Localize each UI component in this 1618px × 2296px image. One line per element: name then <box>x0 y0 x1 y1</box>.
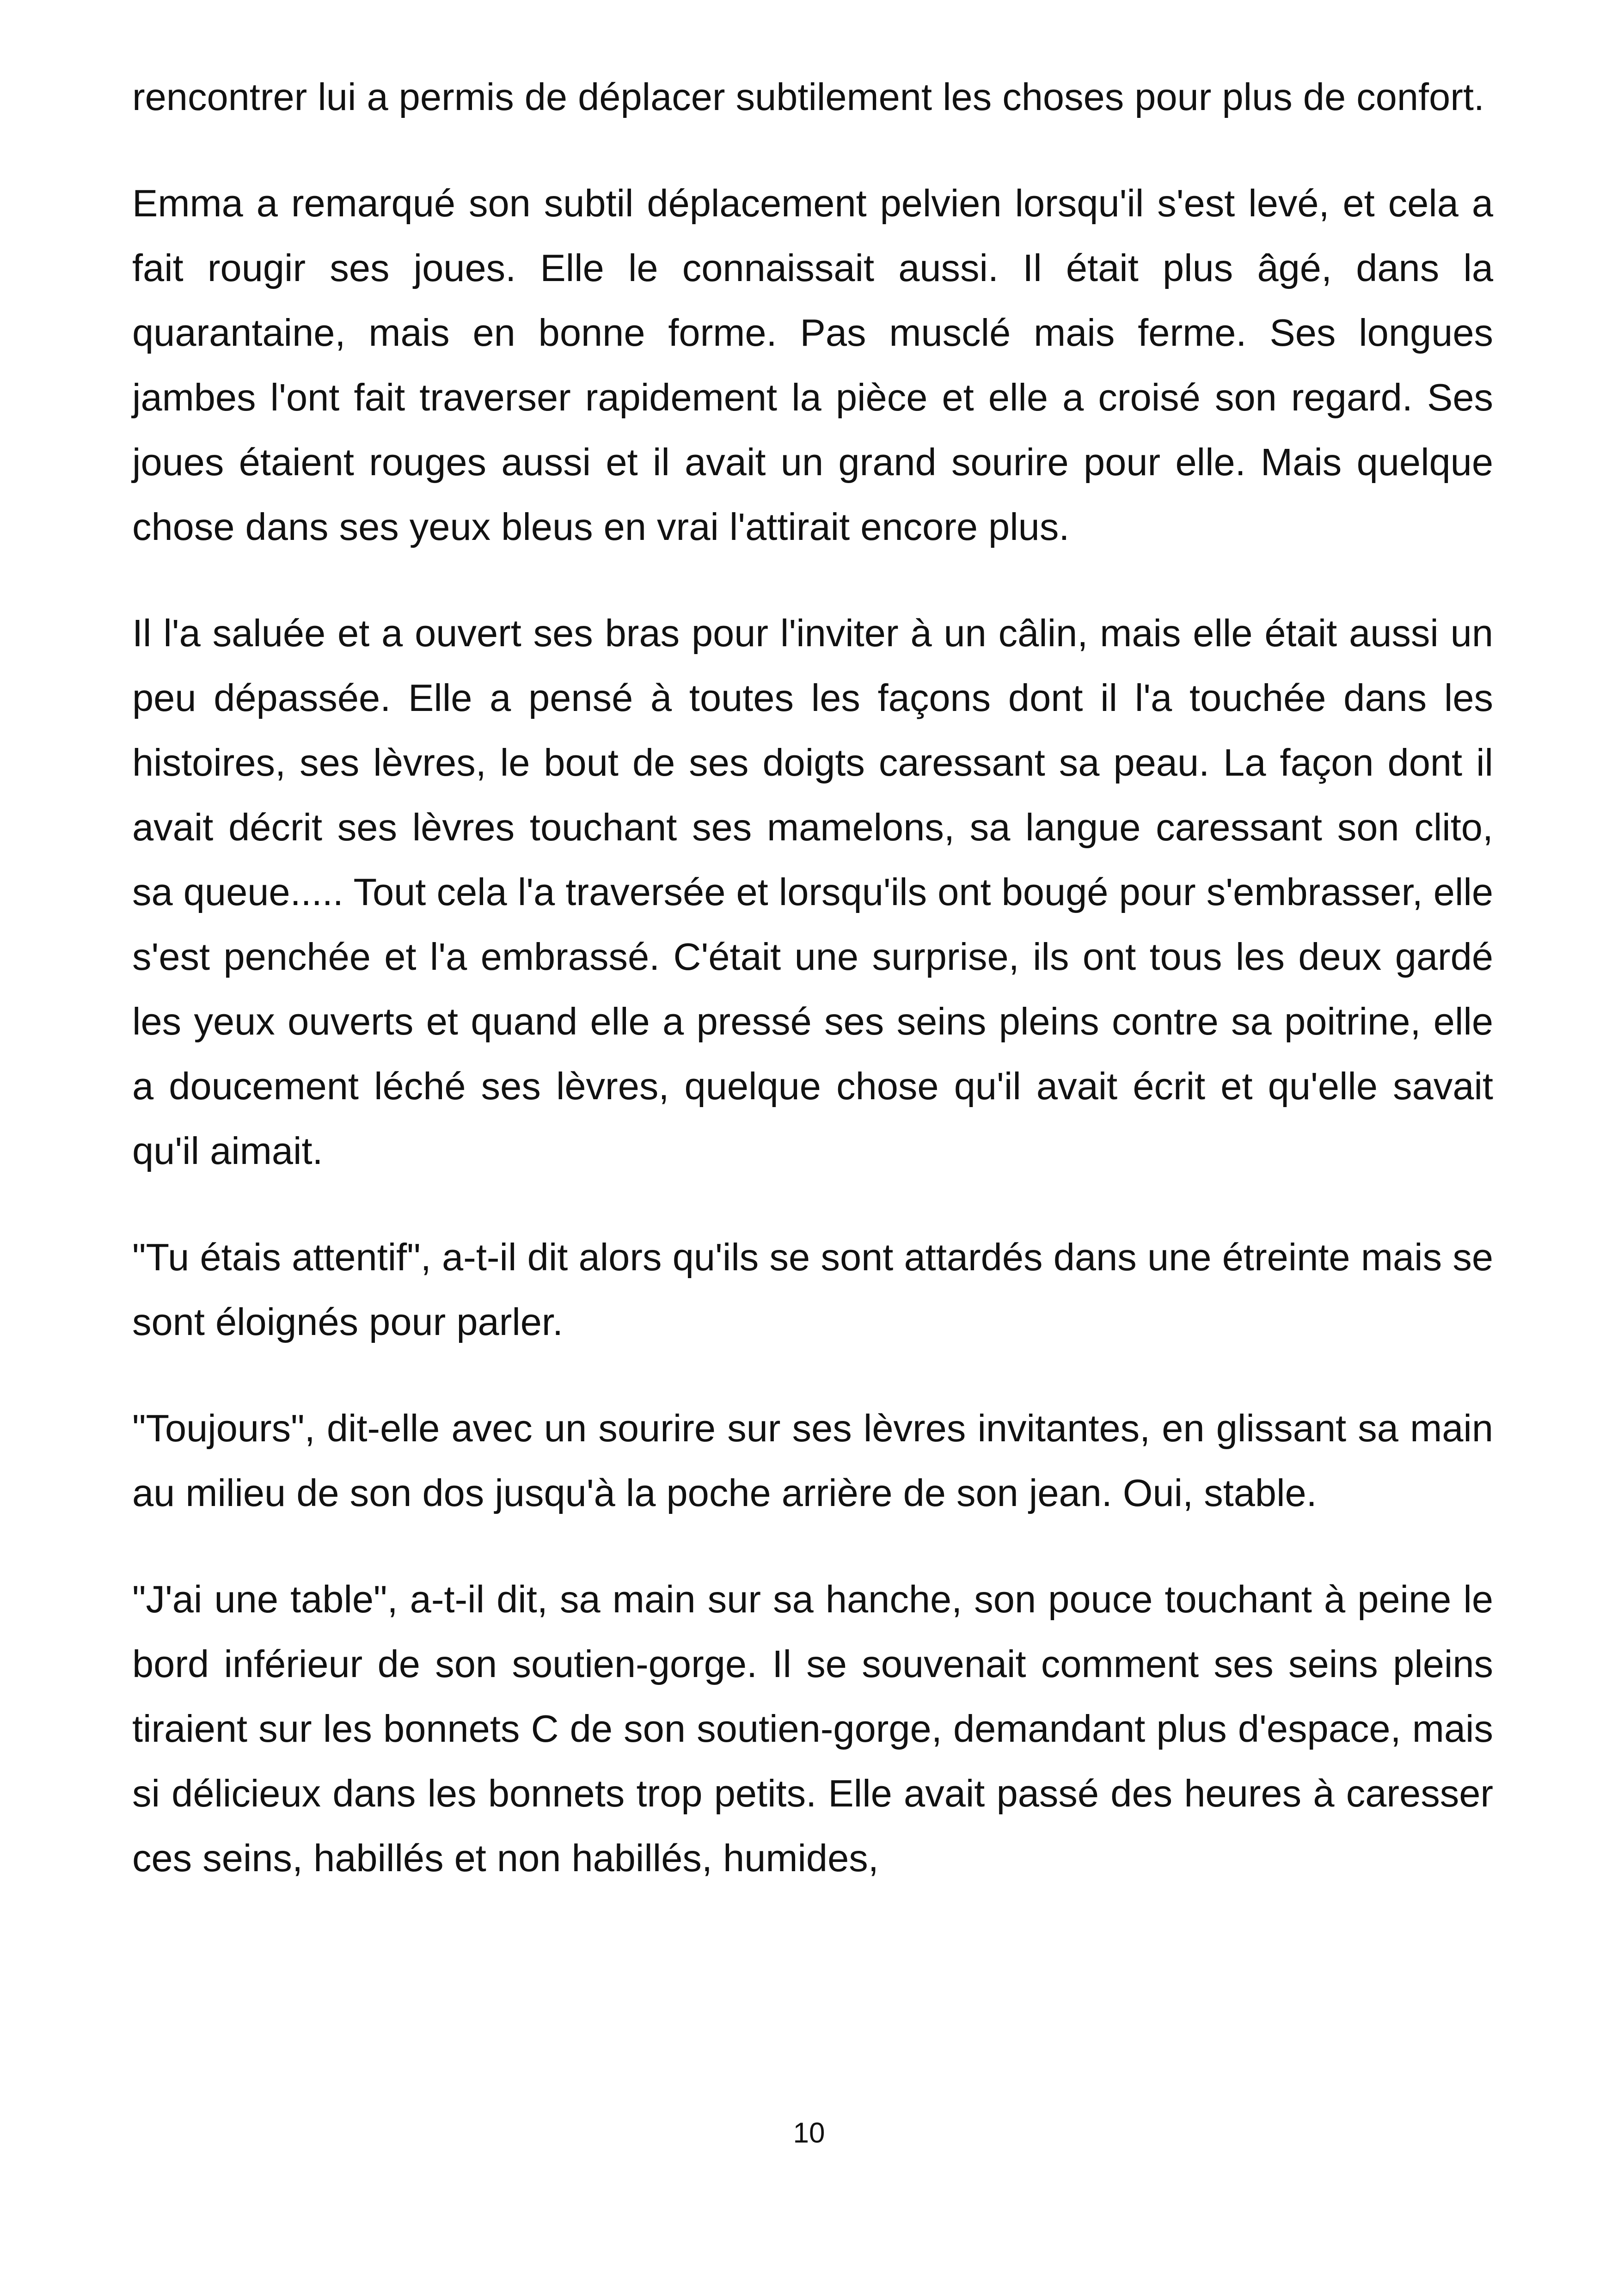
page-number: 10 <box>793 2117 825 2149</box>
paragraph: rencontrer lui a permis de déplacer subtilement les choses pour plus de confort. <box>132 75 1484 118</box>
paragraph: "Tu étais attentif", a-t-il dit alors qu'ils se sont attardés dans une étreinte mais se sont éloignés pour parler. <box>132 1236 1493 1343</box>
paragraph: Il l'a saluée et a ouvert ses bras pour l'inviter à un câlin, mais elle était aussi un peu dépassée. Elle a pensé à toutes les façons dont il l'a touchée dans les histoires, ses lèvres, le bout de ses doigts caressant sa peau. La façon dont il avait décrit ses lèvres touchant ses mamelons, sa langue caressant son clito, sa queue..... Tout cela l'a traversée et lorsqu'ils ont bougé pour s'embrasser, elle s'est penchée et l'a embrassé. C'était une surprise, ils ont tous les deux gardé les yeux ouverts et quand elle a pressé ses seins pleins contre sa poitrine, elle a doucement léché ses lèvres, quelque chose qu'il avait écrit et qu'elle savait qu'il aimait. <box>132 612 1493 1172</box>
paragraph: "Toujours", dit-elle avec un sourire sur ses lèvres invitantes, en glissant sa main au milieu de son dos jusqu'à la poche arrière de son jean. Oui, stable. <box>132 1407 1493 1514</box>
paragraph: "J'ai une table", a-t-il dit, sa main sur sa hanche, son pouce touchant à peine le bord inférieur de son soutien-gorge. Il se souvenait comment ses seins pleins tiraient sur les bonnets C de son soutien-gorge, demandant plus d'espace, mais si délicieux dans les bonnets trop petits. Elle avait passé des heures à caresser ces seins, habillés et non habillés, humides, <box>132 1578 1493 1880</box>
body-text <box>132 65 1493 1932</box>
paragraph: Emma a remarqué son subtil déplacement pelvien lorsqu'il s'est levé, et cela a fait rougir ses joues. Elle le connaissait aussi. Il était plus âgé, dans la quarantaine, mais en bonne forme. Pas musclé mais ferme. Ses longues jambes l'ont fait traverser rapidement la pièce et elle a croisé son regard. Ses joues étaient rouges aussi et il avait un grand sourire pour elle. Mais quelque chose dans ses yeux bleus en vrai l'attirait encore plus. <box>132 182 1493 548</box>
